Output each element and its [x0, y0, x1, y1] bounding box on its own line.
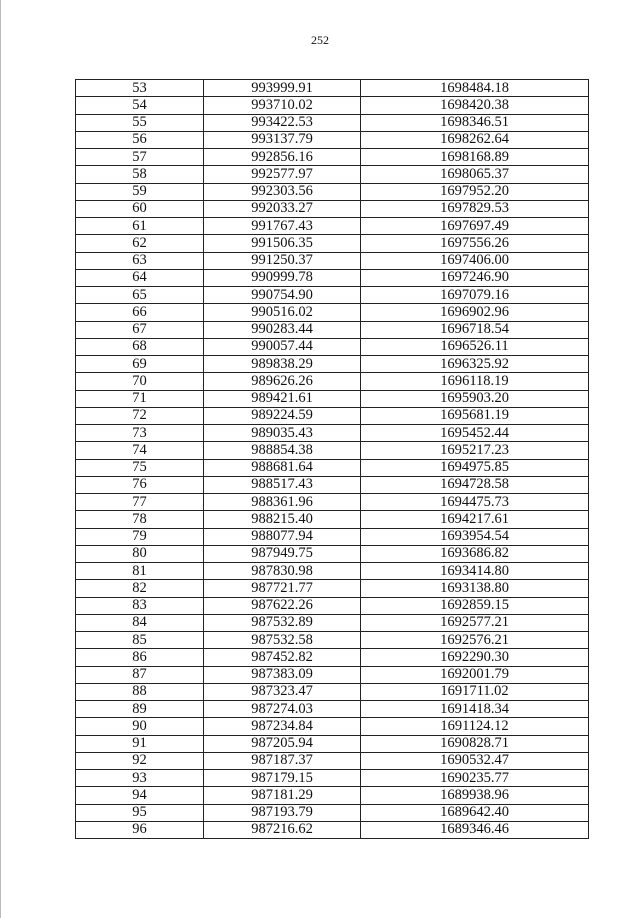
y-coordinate-cell: 1697556.26 — [361, 235, 589, 252]
y-coordinate-cell: 1690532.47 — [361, 752, 589, 769]
point-number-cell: 55 — [76, 114, 204, 131]
x-coordinate-cell: 993710.02 — [204, 97, 361, 114]
y-coordinate-cell: 1698420.38 — [361, 97, 589, 114]
y-coordinate-cell: 1692576.21 — [361, 632, 589, 649]
point-number-cell: 73 — [76, 425, 204, 442]
table-row — [76, 269, 589, 286]
y-coordinate-cell: 1695217.23 — [361, 442, 589, 459]
table-row — [76, 321, 589, 338]
point-number-cell: 53 — [76, 80, 204, 97]
coordinates-table-body — [76, 80, 589, 839]
y-coordinate-cell: 1698262.64 — [361, 131, 589, 148]
point-number-cell: 54 — [76, 97, 204, 114]
x-coordinate-cell: 987234.84 — [204, 718, 361, 735]
y-coordinate-cell: 1689642.40 — [361, 804, 589, 821]
x-coordinate-cell: 987216.62 — [204, 821, 361, 838]
x-coordinate-cell: 990283.44 — [204, 321, 361, 338]
table-row — [76, 545, 589, 562]
point-number-cell: 78 — [76, 511, 204, 528]
x-coordinate-cell: 987323.47 — [204, 683, 361, 700]
x-coordinate-cell: 987532.58 — [204, 632, 361, 649]
y-coordinate-cell: 1696718.54 — [361, 321, 589, 338]
x-coordinate-cell: 987274.03 — [204, 701, 361, 718]
y-coordinate-cell: 1697952.20 — [361, 183, 589, 200]
point-number-cell: 82 — [76, 580, 204, 597]
y-coordinate-cell: 1692859.15 — [361, 597, 589, 614]
point-number-cell: 89 — [76, 701, 204, 718]
x-coordinate-cell: 989838.29 — [204, 356, 361, 373]
x-coordinate-cell: 990754.90 — [204, 287, 361, 304]
table-row — [76, 735, 589, 752]
y-coordinate-cell: 1692577.21 — [361, 614, 589, 631]
x-coordinate-cell: 987193.79 — [204, 804, 361, 821]
table-row — [76, 166, 589, 183]
y-coordinate-cell: 1692290.30 — [361, 649, 589, 666]
y-coordinate-cell: 1689938.96 — [361, 787, 589, 804]
y-coordinate-cell: 1695452.44 — [361, 425, 589, 442]
table-row — [76, 114, 589, 131]
point-number-cell: 86 — [76, 649, 204, 666]
table-row — [76, 718, 589, 735]
x-coordinate-cell: 989626.26 — [204, 373, 361, 390]
point-number-cell: 80 — [76, 545, 204, 562]
table-row — [76, 770, 589, 787]
table-row — [76, 149, 589, 166]
y-coordinate-cell: 1689346.46 — [361, 821, 589, 838]
x-coordinate-cell: 987452.82 — [204, 649, 361, 666]
coordinates-table-container — [75, 79, 588, 839]
x-coordinate-cell: 993422.53 — [204, 114, 361, 131]
y-coordinate-cell: 1695903.20 — [361, 390, 589, 407]
table-row — [76, 666, 589, 683]
table-row — [76, 97, 589, 114]
y-coordinate-cell: 1696526.11 — [361, 338, 589, 355]
y-coordinate-cell: 1692001.79 — [361, 666, 589, 683]
point-number-cell: 71 — [76, 390, 204, 407]
x-coordinate-cell: 987179.15 — [204, 770, 361, 787]
table-row — [76, 821, 589, 838]
point-number-cell: 74 — [76, 442, 204, 459]
y-coordinate-cell: 1696118.19 — [361, 373, 589, 390]
y-coordinate-cell: 1693138.80 — [361, 580, 589, 597]
point-number-cell: 72 — [76, 407, 204, 424]
point-number-cell: 67 — [76, 321, 204, 338]
y-coordinate-cell: 1694728.58 — [361, 476, 589, 493]
point-number-cell: 70 — [76, 373, 204, 390]
point-number-cell: 76 — [76, 476, 204, 493]
y-coordinate-cell: 1694217.61 — [361, 511, 589, 528]
point-number-cell: 83 — [76, 597, 204, 614]
table-row — [76, 597, 589, 614]
table-row — [76, 218, 589, 235]
point-number-cell: 88 — [76, 683, 204, 700]
x-coordinate-cell: 989421.61 — [204, 390, 361, 407]
x-coordinate-cell: 989035.43 — [204, 425, 361, 442]
x-coordinate-cell: 988681.64 — [204, 459, 361, 476]
table-row — [76, 200, 589, 217]
point-number-cell: 93 — [76, 770, 204, 787]
table-row — [76, 131, 589, 148]
y-coordinate-cell: 1691418.34 — [361, 701, 589, 718]
x-coordinate-cell: 987721.77 — [204, 580, 361, 597]
point-number-cell: 90 — [76, 718, 204, 735]
x-coordinate-cell: 992856.16 — [204, 149, 361, 166]
table-row — [76, 338, 589, 355]
table-row — [76, 511, 589, 528]
y-coordinate-cell: 1694975.85 — [361, 459, 589, 476]
table-row — [76, 614, 589, 631]
table-row — [76, 425, 589, 442]
table-row — [76, 80, 589, 97]
point-number-cell: 60 — [76, 200, 204, 217]
y-coordinate-cell: 1690235.77 — [361, 770, 589, 787]
y-coordinate-cell: 1698346.51 — [361, 114, 589, 131]
table-row — [76, 304, 589, 321]
point-number-cell: 69 — [76, 356, 204, 373]
x-coordinate-cell: 992577.97 — [204, 166, 361, 183]
y-coordinate-cell: 1694475.73 — [361, 494, 589, 511]
table-row — [76, 235, 589, 252]
y-coordinate-cell: 1691124.12 — [361, 718, 589, 735]
y-coordinate-cell: 1696325.92 — [361, 356, 589, 373]
y-coordinate-cell: 1693954.54 — [361, 528, 589, 545]
point-number-cell: 96 — [76, 821, 204, 838]
y-coordinate-cell: 1697406.00 — [361, 252, 589, 269]
table-row — [76, 476, 589, 493]
table-row — [76, 373, 589, 390]
y-coordinate-cell: 1697079.16 — [361, 287, 589, 304]
table-row — [76, 632, 589, 649]
table-row — [76, 752, 589, 769]
table-row — [76, 407, 589, 424]
x-coordinate-cell: 987830.98 — [204, 563, 361, 580]
page-number: 252 — [311, 33, 329, 47]
x-coordinate-cell: 988517.43 — [204, 476, 361, 493]
table-row — [76, 356, 589, 373]
y-coordinate-cell: 1697697.49 — [361, 218, 589, 235]
table-row — [76, 701, 589, 718]
table-row — [76, 649, 589, 666]
point-number-cell: 79 — [76, 528, 204, 545]
point-number-cell: 56 — [76, 131, 204, 148]
x-coordinate-cell: 993137.79 — [204, 131, 361, 148]
y-coordinate-cell: 1697829.53 — [361, 200, 589, 217]
x-coordinate-cell: 987532.89 — [204, 614, 361, 631]
x-coordinate-cell: 987622.26 — [204, 597, 361, 614]
table-row — [76, 528, 589, 545]
coordinates-table — [75, 79, 589, 839]
point-number-cell: 77 — [76, 494, 204, 511]
point-number-cell: 87 — [76, 666, 204, 683]
point-number-cell: 92 — [76, 752, 204, 769]
y-coordinate-cell: 1698065.37 — [361, 166, 589, 183]
x-coordinate-cell: 992033.27 — [204, 200, 361, 217]
x-coordinate-cell: 993999.91 — [204, 80, 361, 97]
x-coordinate-cell: 990999.78 — [204, 269, 361, 286]
scan-edge — [0, 0, 1, 918]
x-coordinate-cell: 992303.56 — [204, 183, 361, 200]
y-coordinate-cell: 1691711.02 — [361, 683, 589, 700]
point-number-cell: 64 — [76, 269, 204, 286]
x-coordinate-cell: 988361.96 — [204, 494, 361, 511]
y-coordinate-cell: 1697246.90 — [361, 269, 589, 286]
point-number-cell: 95 — [76, 804, 204, 821]
table-row — [76, 563, 589, 580]
x-coordinate-cell: 991767.43 — [204, 218, 361, 235]
table-row — [76, 287, 589, 304]
y-coordinate-cell: 1693686.82 — [361, 545, 589, 562]
table-row — [76, 494, 589, 511]
x-coordinate-cell: 987205.94 — [204, 735, 361, 752]
point-number-cell: 57 — [76, 149, 204, 166]
point-number-cell: 58 — [76, 166, 204, 183]
table-row — [76, 183, 589, 200]
x-coordinate-cell: 987949.75 — [204, 545, 361, 562]
point-number-cell: 81 — [76, 563, 204, 580]
point-number-cell: 65 — [76, 287, 204, 304]
x-coordinate-cell: 988854.38 — [204, 442, 361, 459]
table-row — [76, 787, 589, 804]
point-number-cell: 85 — [76, 632, 204, 649]
x-coordinate-cell: 987187.37 — [204, 752, 361, 769]
table-row — [76, 580, 589, 597]
table-row — [76, 459, 589, 476]
point-number-cell: 61 — [76, 218, 204, 235]
y-coordinate-cell: 1696902.96 — [361, 304, 589, 321]
x-coordinate-cell: 991506.35 — [204, 235, 361, 252]
point-number-cell: 75 — [76, 459, 204, 476]
point-number-cell: 62 — [76, 235, 204, 252]
point-number-cell: 66 — [76, 304, 204, 321]
table-row — [76, 390, 589, 407]
table-row — [76, 442, 589, 459]
x-coordinate-cell: 989224.59 — [204, 407, 361, 424]
x-coordinate-cell: 987181.29 — [204, 787, 361, 804]
point-number-cell: 63 — [76, 252, 204, 269]
point-number-cell: 84 — [76, 614, 204, 631]
x-coordinate-cell: 990057.44 — [204, 338, 361, 355]
x-coordinate-cell: 987383.09 — [204, 666, 361, 683]
y-coordinate-cell: 1690828.71 — [361, 735, 589, 752]
x-coordinate-cell: 988215.40 — [204, 511, 361, 528]
point-number-cell: 59 — [76, 183, 204, 200]
x-coordinate-cell: 991250.37 — [204, 252, 361, 269]
y-coordinate-cell: 1698168.89 — [361, 149, 589, 166]
point-number-cell: 68 — [76, 338, 204, 355]
table-row — [76, 683, 589, 700]
table-row — [76, 804, 589, 821]
point-number-cell: 94 — [76, 787, 204, 804]
y-coordinate-cell: 1693414.80 — [361, 563, 589, 580]
x-coordinate-cell: 990516.02 — [204, 304, 361, 321]
x-coordinate-cell: 988077.94 — [204, 528, 361, 545]
point-number-cell: 91 — [76, 735, 204, 752]
table-row — [76, 252, 589, 269]
y-coordinate-cell: 1695681.19 — [361, 407, 589, 424]
y-coordinate-cell: 1698484.18 — [361, 80, 589, 97]
